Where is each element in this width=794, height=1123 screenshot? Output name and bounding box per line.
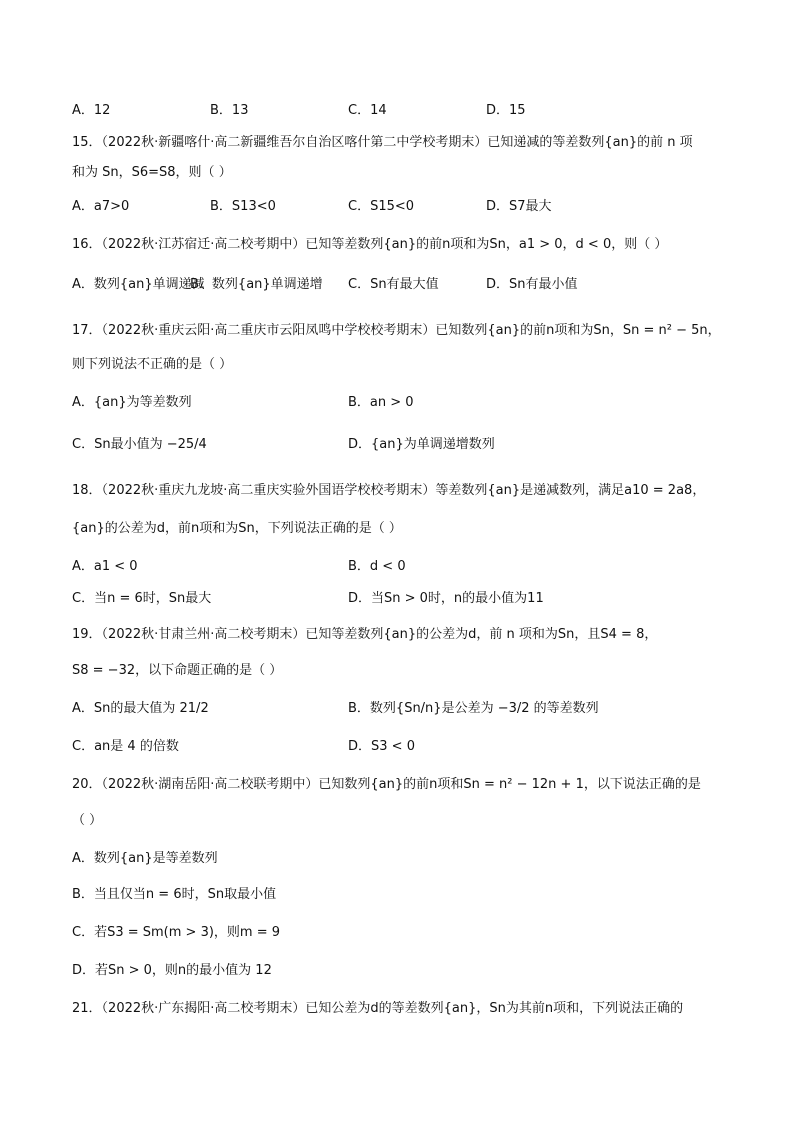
q16-option-b: B．数列{an}单调递增 [190,277,323,292]
q18-option-d: D．当Sn > 0时，n的最小值为11 [348,591,544,606]
q18-stem-line1: 18．（2022秋·重庆九龙坡·高二重庆实验外国语学校校考期末）等差数列{an}是递减数列，满足a10 = 2a8， [72,483,706,498]
q18-option-c: C．当n = 6时，Sn最大 [72,591,212,606]
q17-stem-line2: 则下列说法不正确的是（ ） [72,357,233,372]
q19-option-b: B．数列{Sn/n}是公差为 −3/2 的等差数列 [348,701,599,716]
q19-option-d: D．S3 < 0 [348,739,415,754]
q21-stem-line1: 21．（2022秋·广东揭阳·高二校考期末）已知公差为d的等差数列{an}，Sn为其前n项和，下列说法正确的 [72,1001,684,1016]
q15-option-c: C．S15<0 [348,199,415,214]
q16-option-d: D．Sn有最小值 [486,277,578,292]
q18-option-b: B．d < 0 [348,559,406,574]
q19-stem-line2: S8 = −32，以下命题正确的是（ ） [72,663,283,678]
q17-option-b: B．an > 0 [348,395,414,410]
q14-option-a: A．12 [72,103,111,118]
q20-option-d: D．若Sn > 0，则n的最小值为 12 [72,963,272,978]
q18-option-a: A．a1 < 0 [72,559,138,574]
q20-stem-line2: （ ） [72,813,103,828]
q18-stem-line2: {an}的公差为d，前n项和为Sn，下列说法正确的是（ ） [72,521,402,536]
q15-option-b: B．S13<0 [210,199,276,214]
q15-stem-line1: 15．（2022秋·新疆喀什·高二新疆维吾尔自治区喀什第二中学校考期末）已知递减的等差数列{an}的前 n 项 [72,135,693,150]
q15-stem-line2: 和为 Sn，S6=S8，则（ ） [72,165,232,180]
q20-stem-line1: 20．（2022秋·湖南岳阳·高二校联考期中）已知数列{an}的前n项和Sn = n² − 12n + 1，以下说法正确的是 [72,777,701,792]
q17-option-c: C．Sn最小值为 −25/4 [72,437,207,452]
q16-option-c: C．Sn有最大值 [348,277,439,292]
q15-option-d: D．S7最大 [486,199,552,214]
q14-option-b: B．13 [210,103,249,118]
q16-stem-line1: 16．（2022秋·江苏宿迁·高二校考期中）已知等差数列{an}的前n项和为Sn，a1 > 0，d < 0，则（ ） [72,237,668,252]
q15-option-a: A．a7>0 [72,199,130,214]
q19-option-a: A．Sn的最大值为 21/2 [72,701,209,716]
q14-option-d: D．15 [486,103,526,118]
q17-option-a: A．{an}为等差数列 [72,395,192,410]
q20-option-c: C．若S3 = Sm(m > 3)，则m = 9 [72,925,281,940]
q20-option-b: B．当且仅当n = 6时，Sn取最小值 [72,887,277,902]
q19-option-c: C．an是 4 的倍数 [72,739,179,754]
q16-option-a: A．数列{an}单调递减 [72,277,205,292]
q17-option-d: D．{an}为单调递增数列 [348,437,495,452]
q20-option-a: A．数列{an}是等差数列 [72,851,218,866]
q17-stem-line1: 17．（2022秋·重庆云阳·高二重庆市云阳凤鸣中学校校考期末）已知数列{an}的前n项和为Sn，Sn = n² − 5n， [72,323,721,338]
q14-option-c: C．14 [348,103,387,118]
q19-stem-line1: 19．（2022秋·甘肃兰州·高二校考期末）已知等差数列{an}的公差为d，前 n 项和为Sn，且S4 = 8， [72,627,658,642]
